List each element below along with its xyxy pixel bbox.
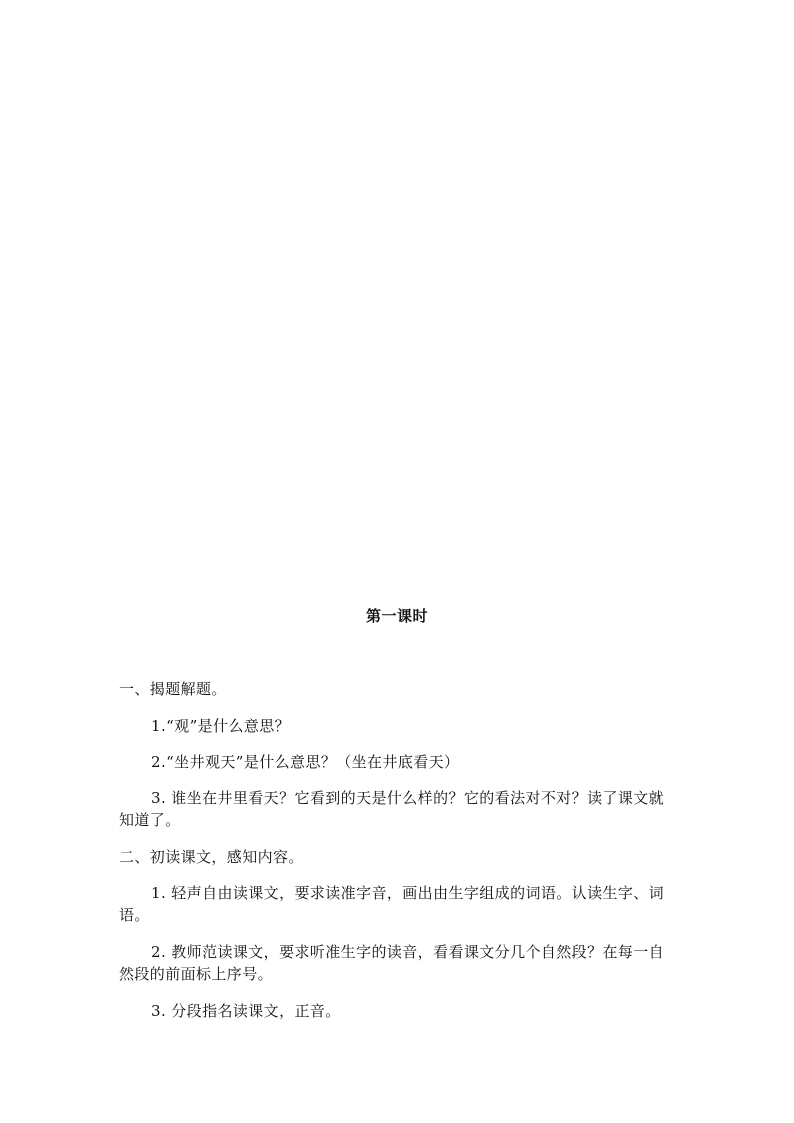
list-item: 3. 谁坐在井里看天？它看到的天是什么样的？它的看法对不对？读了课文就知道了。 (119, 789, 665, 829)
list-item: 1.“观”是什么意思？ (151, 717, 291, 735)
list-item: 1. 轻声自由读课文，要求读准字音，画出由生字组成的词语。认读生字、词语。 (119, 884, 665, 924)
section-heading-2: 二、初读课文，感知内容。 (119, 848, 304, 866)
list-item: 3. 分段指名读课文，正音。 (151, 1002, 341, 1020)
list-item: 2.“坐井观天”是什么意思？（坐在井底看天） (151, 753, 460, 771)
list-item: 2. 教师范读课文，要求听准生字的读音，看看课文分几个自然段？在每一自然段的前面标上序号。 (119, 943, 665, 983)
lesson-title: 第一课时 (365, 607, 428, 625)
section-heading-1: 一、揭题解题。 (119, 680, 227, 698)
